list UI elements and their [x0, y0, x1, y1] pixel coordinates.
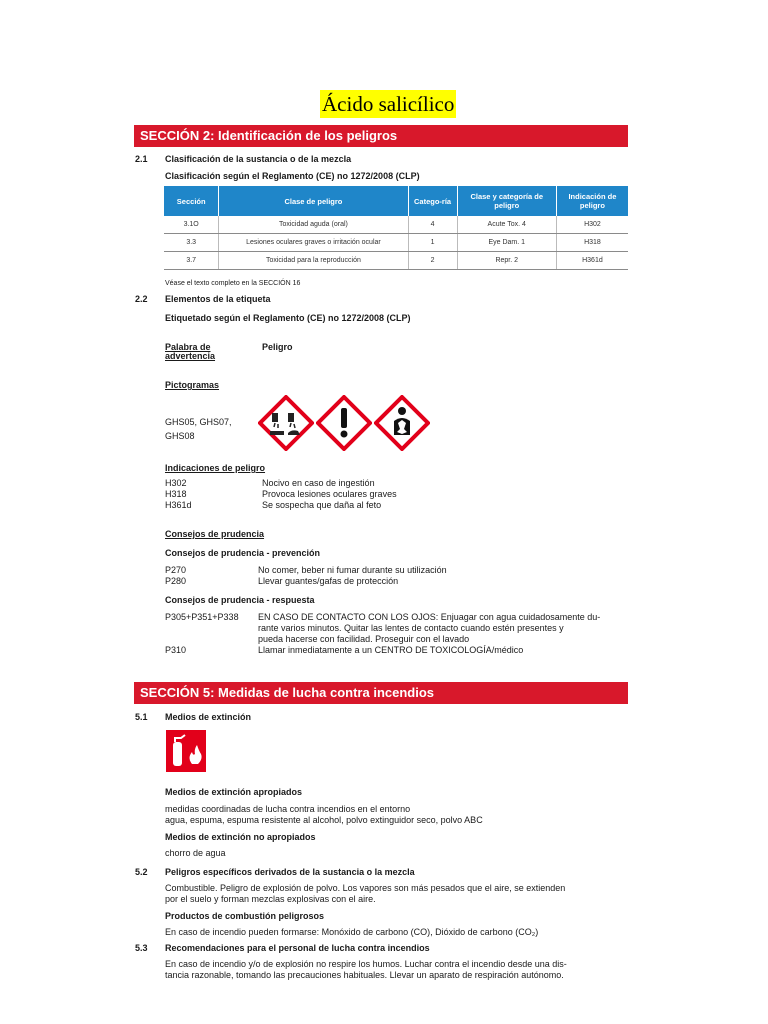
col-header-category: Catego-ría: [408, 186, 457, 216]
ghs-pictograms: [258, 395, 430, 451]
section-2-2-number: 2.2: [135, 294, 148, 304]
table-cell: Acute Tox. 4: [457, 216, 556, 234]
table-cell: Toxicidad para la reproducción: [219, 252, 408, 270]
col-header-hazard-statement: Indicación de peligro: [556, 186, 628, 216]
table-cell: 1: [408, 234, 457, 252]
prevention-code: P280: [165, 576, 187, 586]
response-text: Llamar inmediatamente a un CENTRO DE TOXICOLOGÍA/médico: [258, 645, 524, 655]
firefighter-advice-text: En caso de incendio y/o de explosión no respire los humos. Luchar contra el incendio desde una dis-: [165, 959, 567, 969]
pictograms-title: Pictogramas: [165, 380, 220, 390]
appropriate-media-title: Medios de extinción apropiados: [165, 787, 303, 797]
table-header-row: [164, 186, 628, 216]
table-row: [164, 252, 628, 270]
combustion-products-title: Productos de combustión peligrosos: [165, 911, 325, 921]
classification-table: [164, 186, 628, 270]
ghs05-corrosion-icon: [258, 395, 314, 451]
hazard-statements-title: Indicaciones de peligro: [165, 463, 266, 473]
response-code: P305+P351+P338: [165, 612, 239, 622]
signal-word-label-line2: advertencia: [165, 351, 216, 361]
response-text: pueda hacerse con facilidad. Proseguir con el lavado: [258, 634, 470, 644]
table-cell: H302: [556, 216, 628, 234]
precautionary-title: Consejos de prudencia: [165, 529, 265, 539]
prevention-text: Llevar guantes/gafas de protección: [258, 576, 399, 586]
section-2-1-title: Clasificación de la sustancia o de la mezcla: [165, 154, 352, 164]
appropriate-media-text: agua, espuma, espuma resistente al alcohol, polvo extinguidor seco, polvo ABC: [165, 815, 483, 825]
signal-word-label: Palabra de: [165, 342, 211, 352]
table-cell: 3.3: [164, 234, 219, 252]
prevention-text: No comer, beber ni fumar durante su utilización: [258, 565, 447, 575]
table-row: [164, 216, 628, 234]
section-5-header: SECCIÓN 5: Medidas de lucha contra incendios: [134, 682, 628, 704]
clp-classification-subtitle: Clasificación según el Reglamento (CE) no 1272/2008 (CLP): [165, 171, 420, 181]
col-header-class-category: Clase y categoría de peligro: [457, 186, 556, 216]
col-header-hazard-class: Clase de peligro: [219, 186, 408, 216]
section-5-1-number: 5.1: [135, 712, 148, 722]
response-text: rante varios minutos. Quitar las lentes de contacto cuando estén presentes y: [258, 623, 564, 633]
specific-hazards-text: por el suelo y forman mezclas explosivas con el aire.: [165, 894, 376, 904]
response-code: P310: [165, 645, 187, 655]
section-5-1-title: Medios de extinción: [165, 712, 252, 722]
table-cell: H318: [556, 234, 628, 252]
section-5-2-number: 5.2: [135, 867, 148, 877]
response-title: Consejos de prudencia - respuesta: [165, 595, 315, 605]
section-5-3-number: 5.3: [135, 943, 148, 953]
section-2-2-title: Elementos de la etiqueta: [165, 294, 271, 304]
table-cell: 3.1O: [164, 216, 219, 234]
table-cell: Lesiones oculares graves o irritación ocular: [219, 234, 408, 252]
firefighter-advice-text: tancia razonable, tomando las precauciones habituales. Llevar un aparato de respiración autónomo.: [165, 970, 564, 980]
hazard-code: H318: [165, 489, 187, 499]
pictogram-codes: GHS05, GHS07,: [165, 417, 232, 427]
table-cell: Eye Dam. 1: [457, 234, 556, 252]
combustion-products-text: En caso de incendio pueden formarse: Monóxido de carbono (CO), Dióxido de carbono (CO₂): [165, 927, 539, 937]
col-header-section: Sección: [164, 186, 219, 216]
response-text: EN CASO DE CONTACTO CON LOS OJOS: Enjuagar con agua cuidadosamente du-: [258, 612, 601, 622]
fire-extinguisher-icon: [166, 730, 206, 772]
prevention-title: Consejos de prudencia - prevención: [165, 548, 321, 558]
section-2-header: SECCIÓN 2: Identificación de los peligros: [134, 125, 628, 147]
signal-word-value: Peligro: [262, 342, 293, 352]
table-cell: H361d: [556, 252, 628, 270]
ghs07-exclamation-icon: [316, 395, 372, 451]
table-cell: Repr. 2: [457, 252, 556, 270]
table-note: Véase el texto completo en la SECCIÓN 16: [165, 280, 301, 287]
table-cell: 2: [408, 252, 457, 270]
table-cell: 3.7: [164, 252, 219, 270]
clp-labelling-subtitle: Etiquetado según el Reglamento (CE) no 1272/2008 (CLP): [165, 313, 411, 323]
hazard-code: H361d: [165, 500, 192, 510]
table-cell: Toxicidad aguda (oral): [219, 216, 408, 234]
section-2-1-number: 2.1: [135, 154, 148, 164]
section-5-3-title: Recomendaciones para el personal de lucha contra incendios: [165, 943, 430, 953]
table-row: [164, 234, 628, 252]
prevention-code: P270: [165, 565, 187, 575]
inappropriate-media-title: Medios de extinción no apropiados: [165, 832, 316, 842]
hazard-code: H302: [165, 478, 187, 488]
pictogram-codes-line2: GHS08: [165, 431, 195, 441]
hazard-text: Nocivo en caso de ingestión: [262, 478, 375, 488]
specific-hazards-text: Combustible. Peligro de explosión de polvo. Los vapores son más pesados que el aire, se extienden: [165, 883, 566, 893]
hazard-text: Se sospecha que daña al feto: [262, 500, 382, 510]
ghs08-health-hazard-icon: [374, 395, 430, 451]
inappropriate-media-text: chorro de agua: [165, 848, 226, 858]
hazard-text: Provoca lesiones oculares graves: [262, 489, 397, 499]
appropriate-media-text: medidas coordinadas de lucha contra incendios en el entorno: [165, 804, 411, 814]
document-title: Ácido salicílico: [322, 92, 455, 116]
table-cell: 4: [408, 216, 457, 234]
section-5-2-title: Peligros específicos derivados de la sustancia o la mezcla: [165, 867, 415, 877]
